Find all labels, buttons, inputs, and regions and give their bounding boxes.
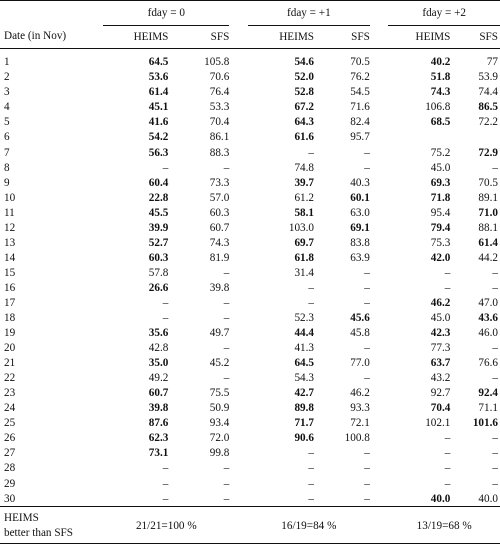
summary-value-fday-1: 16/19=84 % <box>281 519 337 532</box>
cell-heims-fday-0: 42.8 <box>148 342 169 355</box>
table-row <box>0 115 500 130</box>
table-row <box>0 341 500 356</box>
table-row <box>0 130 500 145</box>
cell-heims-fday-1: 31.4 <box>294 266 315 279</box>
col-heims-fday-2: HEIMS <box>415 30 451 43</box>
cell-sfs-fday-2: 71.0 <box>478 206 498 219</box>
cell-sfs-fday-1: 40.3 <box>350 176 370 189</box>
cell-sfs-fday-0: 72.0 <box>209 432 230 445</box>
cell-sfs-fday-2: 89.1 <box>478 191 498 204</box>
table-row <box>0 205 500 220</box>
cell-sfs-fday-1: 63.0 <box>350 206 370 219</box>
cell-sfs-fday-2: – <box>492 372 498 385</box>
group-label-fday-1: fday = +1 <box>287 7 331 20</box>
cell-sfs-fday-1: 46.2 <box>350 387 370 400</box>
cell-heims-fday-2: 74.3 <box>430 86 451 99</box>
cell-sfs-fday-1: – <box>364 342 370 355</box>
cell-heims-fday-1: 89.8 <box>294 402 315 415</box>
cell-heims-fday-2: – <box>444 477 451 490</box>
cell-sfs-fday-0: 70.6 <box>209 71 230 84</box>
cell-sfs-fday-0: 76.4 <box>209 86 230 99</box>
cell-sfs-fday-0: 60.7 <box>209 221 230 234</box>
cell-sfs-fday-0: 99.8 <box>209 447 230 460</box>
cell-sfs-fday-2 <box>450 130 500 145</box>
cell-heims-fday-1: 90.6 <box>294 432 315 445</box>
date-cell: 21 <box>4 357 16 370</box>
table-row <box>0 236 500 251</box>
table-row <box>0 175 500 190</box>
cell-heims-fday-1: 67.2 <box>294 101 315 114</box>
cell-heims-fday-0: 57.8 <box>148 266 169 279</box>
date-cell: 8 <box>4 161 10 174</box>
cell-heims-fday-2: 42.0 <box>430 251 451 264</box>
cell-heims-fday-1: 41.3 <box>294 342 315 355</box>
cell-heims-fday-1: 69.7 <box>294 236 315 249</box>
cell-sfs-fday-2: 86.5 <box>478 101 498 114</box>
cell-sfs-fday-0: – <box>223 342 230 355</box>
date-cell: 20 <box>4 342 16 355</box>
date-cell: 17 <box>4 296 16 309</box>
cell-heims-fday-0: – <box>162 462 169 475</box>
date-cell: 10 <box>4 191 16 204</box>
cell-heims-fday-1: 61.2 <box>294 191 315 204</box>
cell-heims-fday-1: 71.7 <box>294 417 315 430</box>
table-row <box>0 190 500 205</box>
cell-heims-fday-0: 73.1 <box>148 447 169 460</box>
cell-heims-fday-0: 62.3 <box>148 432 169 445</box>
cell-sfs-fday-2: – <box>492 432 498 445</box>
date-cell: 2 <box>4 71 10 84</box>
cell-sfs-fday-1: – <box>364 462 370 475</box>
cell-heims-fday-0: – <box>162 477 169 490</box>
cell-heims-fday-2: 42.3 <box>430 327 451 340</box>
cell-heims-fday-0: 52.7 <box>148 236 169 249</box>
table-row <box>0 296 500 311</box>
cell-heims-fday-2: – <box>444 281 451 294</box>
cell-sfs-fday-1: – <box>364 447 370 460</box>
table-row <box>0 461 500 476</box>
cell-heims-fday-1: 64.5 <box>294 357 315 370</box>
group-label-fday-2: fday = +2 <box>422 7 467 20</box>
cell-heims-fday-2: 79.4 <box>430 221 451 234</box>
cell-sfs-fday-1: 76.2 <box>350 71 370 84</box>
cell-heims-fday-0: 53.6 <box>148 71 169 84</box>
date-column-header: Date (in Nov) <box>4 30 67 43</box>
cell-heims-fday-1: – <box>308 296 315 309</box>
cell-sfs-fday-2: 74.4 <box>478 86 498 99</box>
date-cell: 9 <box>4 176 10 189</box>
cell-sfs-fday-1: 45.8 <box>350 327 370 340</box>
date-cell: 5 <box>4 116 10 129</box>
table-row <box>0 70 500 85</box>
cell-sfs-fday-2: 88.1 <box>478 221 498 234</box>
cell-heims-fday-1: 39.7 <box>294 176 315 189</box>
cell-heims-fday-1: 61.8 <box>294 251 315 264</box>
cell-heims-fday-1: 58.1 <box>294 206 315 219</box>
cell-sfs-fday-0: 70.4 <box>209 116 230 129</box>
table-row <box>0 266 500 281</box>
summary-label-line-1: HEIMS <box>4 512 39 525</box>
date-cell: 14 <box>4 251 16 264</box>
cell-sfs-fday-0: 74.3 <box>209 236 230 249</box>
cell-sfs-fday-0: – <box>223 477 230 490</box>
cell-heims-fday-1: 54.3 <box>294 372 315 385</box>
date-cell: 11 <box>4 206 15 219</box>
cell-heims-fday-0: 54.2 <box>148 131 169 144</box>
cell-sfs-fday-0: – <box>223 296 230 309</box>
col-heims-fday-0: HEIMS <box>133 30 169 43</box>
col-heims-fday-1: HEIMS <box>279 30 315 43</box>
date-cell: 15 <box>4 266 16 279</box>
cell-sfs-fday-1: 100.8 <box>344 432 370 445</box>
cell-sfs-fday-2: 76.6 <box>478 357 498 370</box>
cell-heims-fday-2: – <box>444 447 451 460</box>
cell-sfs-fday-0: 81.9 <box>209 251 230 264</box>
cell-sfs-fday-1: – <box>364 296 370 309</box>
cell-heims-fday-0: 61.4 <box>148 86 169 99</box>
cell-sfs-fday-0: – <box>223 312 230 325</box>
cell-sfs-fday-2: 61.4 <box>478 236 498 249</box>
cell-sfs-fday-0: 88.3 <box>209 146 230 159</box>
date-cell: 22 <box>4 372 16 385</box>
cell-heims-fday-1: 42.7 <box>294 387 315 400</box>
table-row <box>0 221 500 236</box>
cell-heims-fday-0: 49.2 <box>148 372 169 385</box>
cell-sfs-fday-2: 77 <box>486 56 498 69</box>
cell-sfs-fday-1: – <box>364 266 370 279</box>
cell-heims-fday-1: 52.3 <box>294 312 315 325</box>
cell-heims-fday-0: – <box>162 296 169 309</box>
cell-sfs-fday-2: – <box>492 161 498 174</box>
cell-sfs-fday-2: 43.6 <box>478 312 498 325</box>
cell-heims-fday-1: 52.0 <box>294 71 315 84</box>
cell-sfs-fday-0: 39.8 <box>209 281 230 294</box>
cell-sfs-fday-1: – <box>364 477 370 490</box>
cell-heims-fday-2: 45.0 <box>430 312 451 325</box>
cell-heims-fday-0: 56.3 <box>148 146 169 159</box>
cell-sfs-fday-1: – <box>364 161 370 174</box>
cell-heims-fday-0: 45.1 <box>148 101 169 114</box>
cell-heims-fday-2: 71.8 <box>430 191 451 204</box>
cell-heims-fday-2: 40.2 <box>430 56 451 69</box>
cell-sfs-fday-0: 86.1 <box>209 131 230 144</box>
date-cell: 7 <box>4 146 10 159</box>
cell-heims-fday-2: 63.7 <box>430 357 451 370</box>
cell-heims-fday-2: 51.8 <box>430 71 451 84</box>
cell-sfs-fday-0: 73.3 <box>209 176 230 189</box>
table-row <box>0 100 500 115</box>
cell-heims-fday-2: 92.7 <box>430 387 451 400</box>
cell-heims-fday-2: – <box>444 432 451 445</box>
table-row <box>0 386 500 401</box>
cell-sfs-fday-2: 47.0 <box>478 296 498 309</box>
cell-sfs-fday-1: 93.3 <box>350 402 370 415</box>
cell-heims-fday-2: 106.8 <box>425 101 451 114</box>
date-cell: 12 <box>4 221 16 234</box>
cell-heims-fday-2: 45.0 <box>430 161 451 174</box>
cell-sfs-fday-2: – <box>492 342 498 355</box>
cell-sfs-fday-1: 77.0 <box>350 357 370 370</box>
cell-sfs-fday-0: – <box>223 161 230 174</box>
cell-sfs-fday-0: 60.3 <box>209 206 230 219</box>
table-row <box>0 491 500 507</box>
cell-sfs-fday-2: 53.9 <box>478 71 498 84</box>
table-row <box>0 145 500 160</box>
cell-sfs-fday-0: – <box>223 372 230 385</box>
cell-sfs-fday-2: 71.1 <box>478 402 498 415</box>
date-cell: 23 <box>4 387 16 400</box>
cell-heims-fday-2: 95.4 <box>430 206 451 219</box>
cell-heims-fday-0: 22.8 <box>148 191 169 204</box>
cell-heims-fday-2: 68.5 <box>430 116 451 129</box>
col-sfs-fday-0: SFS <box>210 30 230 43</box>
table-row <box>0 85 500 100</box>
table-row <box>0 446 500 461</box>
cell-sfs-fday-0: – <box>223 492 230 505</box>
cell-sfs-fday-2: 101.6 <box>472 417 498 430</box>
cell-sfs-fday-1: – <box>364 492 370 505</box>
cell-heims-fday-1: – <box>308 447 315 460</box>
cell-heims-fday-0: 39.9 <box>148 221 169 234</box>
cell-sfs-fday-1: 69.1 <box>350 221 370 234</box>
table-body <box>0 55 500 507</box>
cell-heims-fday-2: 69.3 <box>430 176 451 189</box>
cell-heims-fday-2: – <box>444 462 451 475</box>
cell-heims-fday-2: 77.3 <box>430 342 451 355</box>
table-row <box>0 55 500 70</box>
col-sfs-fday-1: SFS <box>351 30 370 43</box>
table-row <box>0 401 500 416</box>
cell-sfs-fday-2: – <box>492 281 498 294</box>
group-label-fday-0: fday = 0 <box>147 7 185 20</box>
cell-heims-fday-0: 41.6 <box>148 116 169 129</box>
cell-sfs-fday-0: 105.8 <box>204 56 230 69</box>
date-cell: 25 <box>4 417 16 430</box>
summary-value-fday-0: 21/21=100 % <box>135 519 197 532</box>
cell-sfs-fday-2: – <box>492 447 498 460</box>
cell-heims-fday-1: 74.8 <box>294 161 315 174</box>
cell-heims-fday-1: 52.8 <box>294 86 315 99</box>
cell-heims-fday-0: 64.5 <box>148 56 169 69</box>
col-sfs-fday-2: SFS <box>479 30 498 43</box>
cell-sfs-fday-1: 45.6 <box>350 312 370 325</box>
table-row <box>0 326 500 341</box>
summary-label-line-2: better than SFS <box>4 527 73 540</box>
date-cell: 30 <box>4 492 16 505</box>
cell-heims-fday-1: 103.0 <box>288 221 315 234</box>
column-header-row <box>0 26 500 49</box>
cell-sfs-fday-1: – <box>364 281 370 294</box>
cell-heims-fday-2 <box>388 130 450 145</box>
cell-heims-fday-0: – <box>162 312 169 325</box>
cell-heims-fday-2: 75.2 <box>430 146 451 159</box>
cell-heims-fday-0: 39.8 <box>148 402 169 415</box>
date-cell: 3 <box>4 86 10 99</box>
table-row <box>0 371 500 386</box>
cell-sfs-fday-2: – <box>492 477 498 490</box>
cell-sfs-fday-1: 70.5 <box>350 56 370 69</box>
date-cell: 13 <box>4 236 16 249</box>
date-cell: 6 <box>4 131 10 144</box>
cell-heims-fday-0: 87.6 <box>148 417 169 430</box>
date-cell: 26 <box>4 432 16 445</box>
cell-heims-fday-2: 46.2 <box>430 296 451 309</box>
cell-sfs-fday-1: – <box>364 372 370 385</box>
date-cell: 18 <box>4 312 16 325</box>
cell-sfs-fday-1: – <box>364 146 370 159</box>
group-header-row <box>0 5 500 21</box>
cell-heims-fday-1: – <box>308 492 315 505</box>
cell-sfs-fday-1: 63.9 <box>350 251 370 264</box>
cell-heims-fday-1: – <box>308 462 315 475</box>
cell-heims-fday-1: 61.6 <box>294 131 315 144</box>
cell-sfs-fday-2: 70.5 <box>478 176 498 189</box>
cell-heims-fday-0: 60.4 <box>148 176 169 189</box>
cell-heims-fday-1: 44.4 <box>294 327 315 340</box>
cell-sfs-fday-1: 82.4 <box>350 116 370 129</box>
cell-sfs-fday-0: – <box>223 462 230 475</box>
cell-sfs-fday-0: – <box>223 266 230 279</box>
cell-sfs-fday-2: 72.2 <box>478 116 498 129</box>
table-row <box>0 416 500 431</box>
cell-heims-fday-0: 35.0 <box>148 357 169 370</box>
cell-sfs-fday-1: 83.8 <box>350 236 370 249</box>
cell-sfs-fday-0: 49.7 <box>209 327 230 340</box>
cell-sfs-fday-1: 71.6 <box>350 101 370 114</box>
cell-heims-fday-0: 60.3 <box>148 251 169 264</box>
cell-heims-fday-2: 75.3 <box>430 236 451 249</box>
table-row <box>0 281 500 296</box>
date-cell: 19 <box>4 327 16 340</box>
cell-sfs-fday-2: – <box>492 266 498 279</box>
cell-heims-fday-2: 43.2 <box>430 372 451 385</box>
date-cell: 24 <box>4 402 16 415</box>
cell-sfs-fday-2: 72.9 <box>478 146 498 159</box>
cell-heims-fday-1: 54.6 <box>294 56 315 69</box>
cell-sfs-fday-0: 75.5 <box>209 387 230 400</box>
table-row <box>0 160 500 175</box>
cell-heims-fday-0: 45.5 <box>148 206 169 219</box>
table-row <box>0 251 500 266</box>
cell-sfs-fday-0: 93.4 <box>209 417 230 430</box>
cell-sfs-fday-2: 40.0 <box>478 492 498 505</box>
cell-sfs-fday-2: 92.4 <box>478 387 498 400</box>
cell-heims-fday-0: 26.6 <box>148 281 169 294</box>
table-row <box>0 356 500 371</box>
cell-heims-fday-0: – <box>162 492 169 505</box>
date-cell: 27 <box>4 447 16 460</box>
cell-sfs-fday-2: – <box>492 462 498 475</box>
cell-heims-fday-0: – <box>162 161 169 174</box>
cell-heims-fday-2: 102.1 <box>425 417 451 430</box>
cell-heims-fday-1: – <box>308 477 315 490</box>
cell-heims-fday-2: 40.0 <box>430 492 451 505</box>
cell-heims-fday-1: – <box>308 146 315 159</box>
cell-sfs-fday-1: 60.1 <box>350 191 370 204</box>
cell-sfs-fday-0: 45.2 <box>209 357 230 370</box>
date-cell: 4 <box>4 101 10 114</box>
cell-heims-fday-0: 35.6 <box>148 327 169 340</box>
cell-heims-fday-0: 60.7 <box>148 387 169 400</box>
cell-heims-fday-1: – <box>308 281 315 294</box>
cell-sfs-fday-0: 57.0 <box>209 191 230 204</box>
cell-sfs-fday-0: 50.9 <box>209 402 230 415</box>
table-row <box>0 476 500 491</box>
table-row <box>0 311 500 326</box>
date-cell: 1 <box>4 56 10 69</box>
table-row <box>0 431 500 446</box>
date-cell: 29 <box>4 477 16 490</box>
cell-sfs-fday-1: 54.5 <box>350 86 370 99</box>
cell-heims-fday-2: 70.4 <box>430 402 451 415</box>
cell-heims-fday-1: 64.3 <box>294 116 315 129</box>
cell-sfs-fday-2: 46.0 <box>478 327 498 340</box>
summary-value-fday-2: 13/19=68 % <box>416 519 472 532</box>
cell-sfs-fday-0: 53.3 <box>209 101 230 114</box>
cell-heims-fday-2: – <box>444 266 451 279</box>
cell-sfs-fday-1: 72.1 <box>350 417 370 430</box>
cell-sfs-fday-1: 95.7 <box>350 131 370 144</box>
date-cell: 16 <box>4 281 16 294</box>
date-cell: 28 <box>4 462 16 475</box>
cell-sfs-fday-2: 44.2 <box>478 251 498 264</box>
